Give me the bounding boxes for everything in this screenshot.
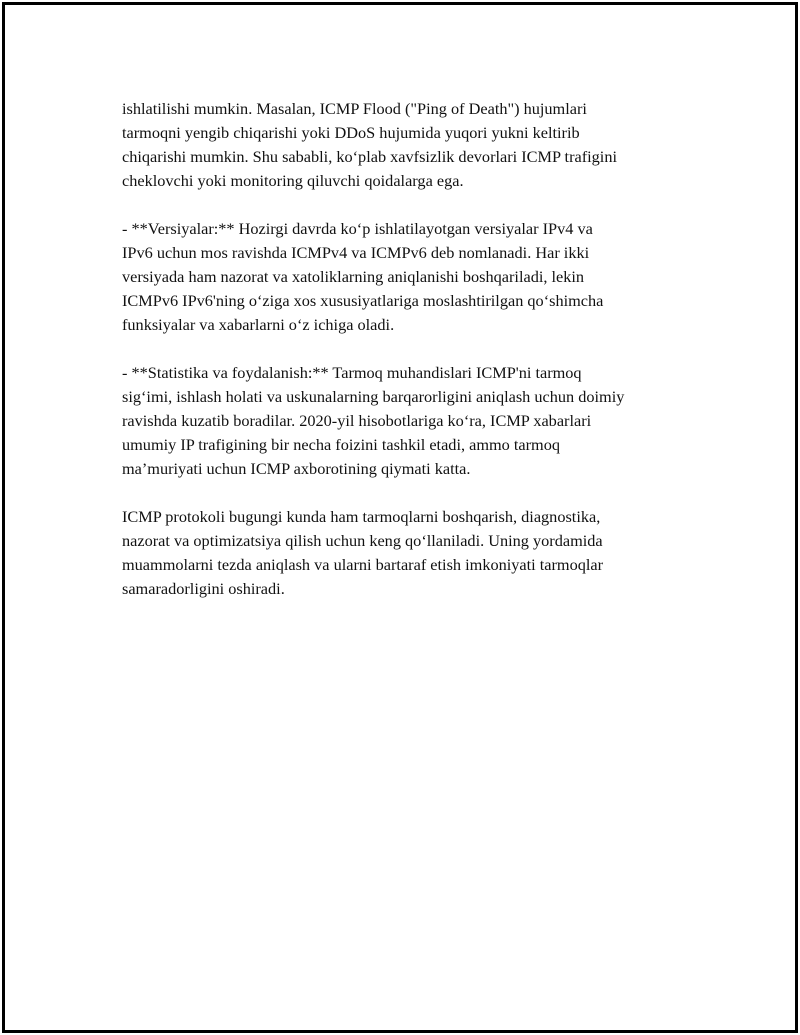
text-line: IPv6 uchun mos ravishda ICMPv4 va ICMPv6 deb nomlanadi. Har ikki bbox=[122, 243, 590, 262]
text-line: muammolarni tezda aniqlash va ularni bartaraf etish imkoniyati tarmoqlar bbox=[122, 555, 604, 574]
text-line: - **Versiyalar:** Hozirgi davrda koʻp ishlatilayotgan versiyalar IPv4 va bbox=[122, 219, 593, 238]
text-line: ICMPv6 IPv6'ning oʻziga xos xususiyatlariga moslashtirilgan qoʻshimcha bbox=[122, 291, 604, 310]
paragraph-conclusion bbox=[122, 505, 702, 601]
document-body bbox=[122, 97, 702, 625]
paragraph-statistics bbox=[122, 361, 702, 481]
text-line: tarmoqni yengib chiqarishi yoki DDoS hujumida yuqori yukni keltirib bbox=[122, 123, 580, 142]
text-line: ishlatilishi mumkin. Masalan, ICMP Flood ("Ping of Death") hujumlari bbox=[122, 99, 587, 118]
text-line: umumiy IP trafigining bir necha foizini tashkil etadi, ammo tarmoq bbox=[122, 435, 560, 454]
text-line: chiqarishi mumkin. Shu sababli, koʻplab xavfsizlik devorlari ICMP trafigini bbox=[122, 147, 617, 166]
page-frame bbox=[2, 2, 798, 1033]
text-line: maʼmuriyati uchun ICMP axborotining qiymati katta. bbox=[122, 459, 471, 478]
text-line: nazorat va optimizatsiya qilish uchun keng qoʻllaniladi. Uning yordamida bbox=[122, 531, 603, 550]
text-line: ICMP protokoli bugungi kunda ham tarmoqlarni boshqarish, diagnostika, bbox=[122, 507, 601, 526]
text-line: funksiyalar va xabarlarni oʻz ichiga oladi. bbox=[122, 315, 395, 334]
text-line: versiyada ham nazorat va xatoliklarning aniqlanishi boshqariladi, lekin bbox=[122, 267, 585, 286]
text-line: - **Statistika va foydalanish:** Tarmoq muhandislari ICMP'ni tarmoq bbox=[122, 363, 582, 382]
text-line: ravishda kuzatib boradilar. 2020-yil hisobotlariga koʻra, ICMP xabarlari bbox=[122, 411, 592, 430]
text-line: sigʻimi, ishlash holati va uskunalarning barqarorligini aniqlash uchun doimiy bbox=[122, 387, 625, 406]
paragraph-versions bbox=[122, 217, 702, 337]
text-line: cheklovchi yoki monitoring qiluvchi qoidalarga ega. bbox=[122, 171, 464, 190]
text-line: samaradorligini oshiradi. bbox=[122, 579, 285, 598]
paragraph-icmp-flood bbox=[122, 97, 702, 193]
